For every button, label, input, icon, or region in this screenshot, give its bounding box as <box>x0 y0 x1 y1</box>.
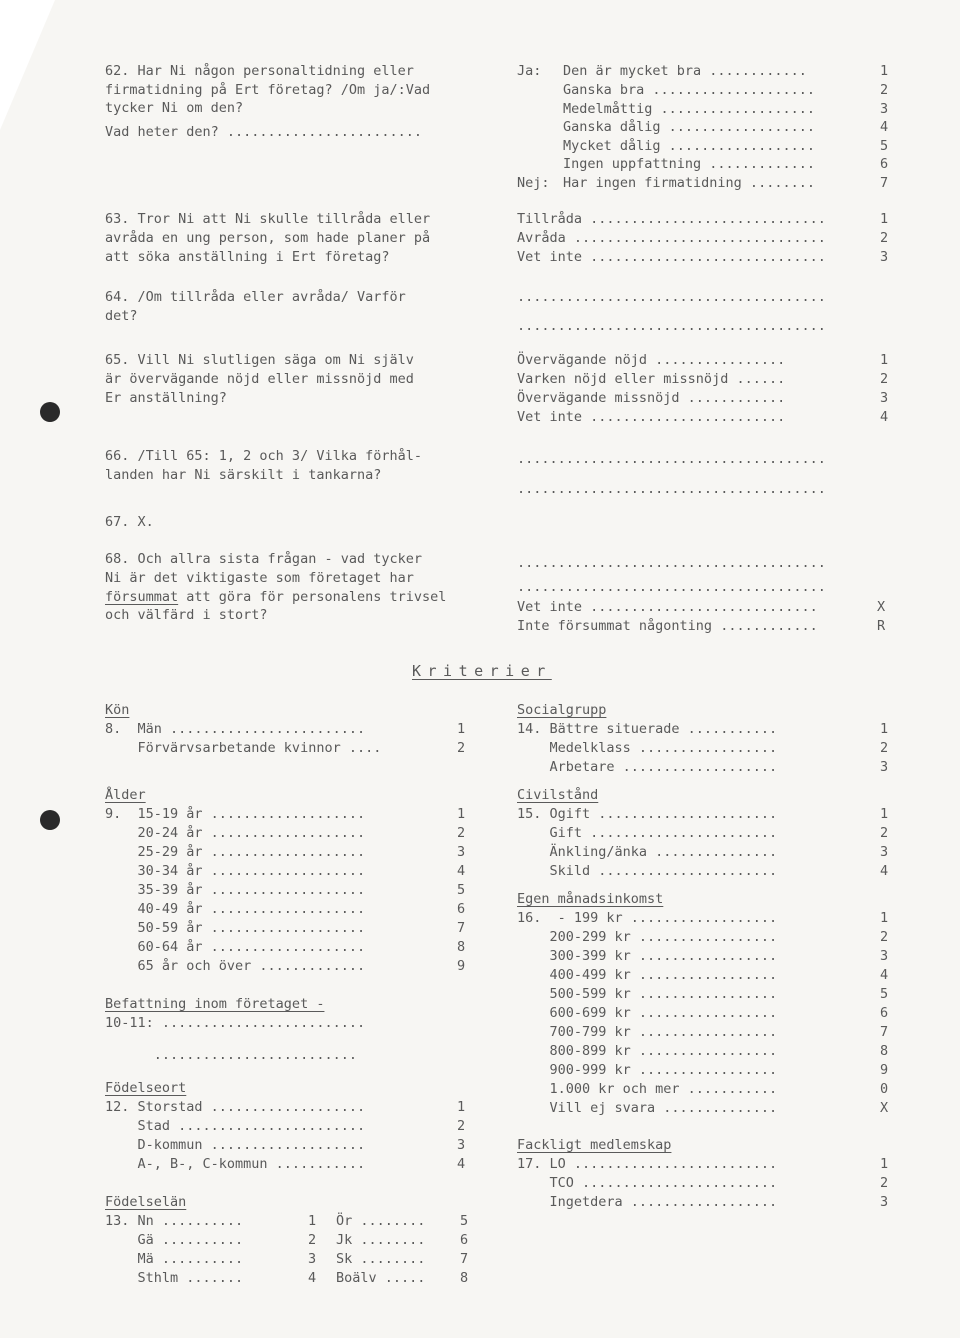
criteria-row: Ör ........ <box>336 1213 426 1229</box>
answer-prefix: Nej: <box>517 175 550 191</box>
question-text: 62. Har Ni någon personaltidning eller <box>105 63 414 79</box>
answer-option: Vet inte ............................. <box>517 249 826 265</box>
answer-option: Övervägande missnöjd ............ <box>517 390 786 406</box>
answer-code: 2 <box>880 371 889 387</box>
answer-option: Övervägande nöjd ................ <box>517 352 786 368</box>
criteria-code: 4 <box>308 1270 317 1286</box>
criteria-code: 7 <box>880 1024 889 1040</box>
criteria-code: 9 <box>880 1062 889 1078</box>
answer-option: Vet inte ............................ <box>517 599 818 615</box>
criteria-row: 15. Ogift ...................... <box>517 806 778 822</box>
criteria-row: 20-24 år ................... <box>105 825 366 841</box>
answer-option: Medelmåttig ................... <box>563 101 815 117</box>
criteria-code: 1 <box>880 910 889 926</box>
answer-line: ......................... <box>105 1047 357 1063</box>
criteria-code: 1 <box>880 806 889 822</box>
answer-option: Vet inte ........................ <box>517 409 786 425</box>
section-heading: Civilstånd <box>517 787 599 803</box>
criteria-code: 3 <box>457 844 466 860</box>
criteria-row: 1.000 kr och mer ........... <box>517 1081 778 1097</box>
criteria-code: 6 <box>457 901 466 917</box>
criteria-row: 60-64 år ................... <box>105 939 366 955</box>
criteria-row: 50-59 år ................... <box>105 920 366 936</box>
criteria-code: 8 <box>460 1270 469 1286</box>
criteria-row: Mä .......... <box>105 1251 244 1267</box>
criteria-row: Änkling/änka ............... <box>517 844 778 860</box>
answer-option: Inte försummat någonting ............ <box>517 618 818 634</box>
criteria-row: Jk ........ <box>336 1232 426 1248</box>
criteria-row: 900-999 kr ................. <box>517 1062 778 1078</box>
criteria-row: Förvärvsarbetande kvinnor .... <box>105 740 382 756</box>
question-text: är övervägande nöjd eller missnöjd med <box>105 371 414 387</box>
answer-code: 6 <box>880 156 889 172</box>
criteria-row: 40-49 år ................... <box>105 901 366 917</box>
answer-option: Den är mycket bra ............ <box>563 63 807 79</box>
criteria-row: 800-899 kr ................. <box>517 1043 778 1059</box>
criteria-row: 8. Män ........................ <box>105 721 366 737</box>
section-heading: Ålder <box>105 787 146 803</box>
criteria-code: 3 <box>880 1194 889 1210</box>
answer-option: Ingen uppfattning ............. <box>563 156 815 172</box>
criteria-row: Sk ........ <box>336 1251 426 1267</box>
criteria-row: Boälv ..... <box>336 1270 426 1286</box>
answer-option: Ganska dålig .................. <box>563 119 815 135</box>
answer-code: 1 <box>880 211 889 227</box>
punch-hole-icon <box>40 810 60 830</box>
criteria-code: 2 <box>308 1232 317 1248</box>
question-text: tycker Ni om den? <box>105 100 244 116</box>
criteria-code: 7 <box>460 1251 469 1267</box>
question-67: 67. X. <box>105 514 154 530</box>
criteria-code: 2 <box>880 825 889 841</box>
question-text: att söka anställning i Ert företag? <box>105 249 390 265</box>
answer-prefix: Ja: <box>517 63 542 79</box>
answer-option: Varken nöjd eller missnöjd ...... <box>517 371 786 387</box>
section-heading: Födelseort <box>105 1080 187 1096</box>
criteria-row: Vill ej svara .............. <box>517 1100 778 1116</box>
answer-code: 1 <box>880 352 889 368</box>
answer-code: 5 <box>880 138 889 154</box>
answer-line: ...................................... <box>517 289 826 305</box>
criteria-code: 1 <box>880 1156 889 1172</box>
criteria-code: 2 <box>457 825 466 841</box>
criteria-row: 16. - 199 kr .................. <box>517 910 778 926</box>
criteria-code: 3 <box>880 844 889 860</box>
criteria-row: 9. 15-19 år ................... <box>105 806 366 822</box>
answer-line: 10-11: ......................... <box>105 1015 366 1031</box>
criteria-code: 9 <box>457 958 466 974</box>
answer-option: Mycket dålig .................. <box>563 138 815 154</box>
criteria-row: 30-34 år ................... <box>105 863 366 879</box>
criteria-row: TCO ........................ <box>517 1175 778 1191</box>
criteria-code: 7 <box>457 920 466 936</box>
criteria-row: Medelklass ................. <box>517 740 778 756</box>
section-heading: Kön <box>105 702 130 718</box>
question-text: 68. Och allra sista frågan - vad tycker <box>105 551 422 567</box>
question-text: det? <box>105 308 138 324</box>
criteria-heading: Kriterier <box>412 662 552 680</box>
criteria-row: 300-399 kr ................. <box>517 948 778 964</box>
question-text: och välfärd i stort? <box>105 607 268 623</box>
criteria-code: 1 <box>880 721 889 737</box>
criteria-code: 2 <box>880 740 889 756</box>
criteria-code: 4 <box>880 967 889 983</box>
answer-option: Avråda ............................... <box>517 230 826 246</box>
section-heading: Fackligt medlemskap <box>517 1137 672 1153</box>
criteria-row: 600-699 kr ................. <box>517 1005 778 1021</box>
question-text: 64. /Om tillråda eller avråda/ Varför <box>105 289 406 305</box>
answer-option: Har ingen firmatidning ........ <box>563 175 815 191</box>
answer-code: 4 <box>880 119 889 135</box>
criteria-row: 14. Bättre situerade ........... <box>517 721 778 737</box>
answer-code: 3 <box>880 390 889 406</box>
criteria-row: Gä .......... <box>105 1232 244 1248</box>
criteria-row: Gift ....................... <box>517 825 778 841</box>
criteria-row: D-kommun ................... <box>105 1137 366 1153</box>
criteria-row: 35-39 år ................... <box>105 882 366 898</box>
criteria-code: X <box>880 1100 889 1116</box>
criteria-code: 0 <box>880 1081 889 1097</box>
answer-line: ...................................... <box>517 579 826 595</box>
criteria-row: 500-599 kr ................. <box>517 986 778 1002</box>
criteria-code: 4 <box>457 1156 466 1172</box>
criteria-row: Ingetdera .................. <box>517 1194 778 1210</box>
criteria-row: 25-29 år ................... <box>105 844 366 860</box>
answer-line: ...................................... <box>517 481 826 497</box>
punch-hole-icon <box>40 402 60 422</box>
criteria-code: 5 <box>880 986 889 1002</box>
answer-line: ...................................... <box>517 318 826 334</box>
answer-code: 7 <box>880 175 889 191</box>
question-text: 65. Vill Ni slutligen säga om Ni själv <box>105 352 414 368</box>
criteria-code: 1 <box>457 1099 466 1115</box>
answer-option: Tillråda ............................. <box>517 211 826 227</box>
criteria-code: 3 <box>308 1251 317 1267</box>
section-heading: Befattning inom företaget - <box>105 996 325 1012</box>
criteria-row: 700-799 kr ................. <box>517 1024 778 1040</box>
question-text: Ni är det viktigaste som företaget har <box>105 570 414 586</box>
question-text: landen har Ni särskilt i tankarna? <box>105 467 382 483</box>
answer-option: Ganska bra .................... <box>563 82 815 98</box>
criteria-row: Arbetare ................... <box>517 759 778 775</box>
answer-code: R <box>877 618 886 634</box>
criteria-row: 65 år och över ............. <box>105 958 366 974</box>
answer-code: 3 <box>880 101 889 117</box>
answer-code: 1 <box>880 63 889 79</box>
criteria-row: 12. Storstad ................... <box>105 1099 366 1115</box>
criteria-row: 200-299 kr ................. <box>517 929 778 945</box>
question-text: att göra för personalens trivsel <box>178 589 447 605</box>
criteria-code: 5 <box>460 1213 469 1229</box>
criteria-code: 4 <box>457 863 466 879</box>
criteria-code: 6 <box>460 1232 469 1248</box>
question-text: 63. Tror Ni att Ni skulle tillråda eller <box>105 211 431 227</box>
question-text <box>105 588 446 606</box>
criteria-row: A-, B-, C-kommun ........... <box>105 1156 366 1172</box>
followup-question: Vad heter den? ........................ <box>105 124 422 140</box>
criteria-code: 5 <box>457 882 466 898</box>
criteria-code: 3 <box>457 1137 466 1153</box>
criteria-code: 1 <box>308 1213 317 1229</box>
question-text: avråda en ung person, som hade planer på <box>105 230 431 246</box>
criteria-row: Skild ...................... <box>517 863 778 879</box>
section-heading: Födelselän <box>105 1194 187 1210</box>
section-heading: Socialgrupp <box>517 702 607 718</box>
criteria-row: 400-499 kr ................. <box>517 967 778 983</box>
answer-code: 3 <box>880 249 889 265</box>
criteria-row: 13. Nn .......... <box>105 1213 244 1229</box>
answer-line: ...................................... <box>517 451 826 467</box>
criteria-row: Stad ....................... <box>105 1118 366 1134</box>
answer-code: 2 <box>880 82 889 98</box>
answer-code: 4 <box>880 409 889 425</box>
answer-code: 2 <box>880 230 889 246</box>
criteria-code: 8 <box>457 939 466 955</box>
criteria-code: 6 <box>880 1005 889 1021</box>
question-text: Er anställning? <box>105 390 227 406</box>
criteria-code: 2 <box>457 740 466 756</box>
criteria-code: 2 <box>880 929 889 945</box>
question-text: firmatidning på Ert företag? /Om ja/:Vad <box>105 82 431 98</box>
criteria-code: 4 <box>880 863 889 879</box>
criteria-code: 2 <box>457 1118 466 1134</box>
criteria-row: 17. LO ......................... <box>517 1156 778 1172</box>
criteria-code: 2 <box>880 1175 889 1191</box>
section-heading: Egen månadsinkomst <box>517 891 664 907</box>
criteria-code: 3 <box>880 759 889 775</box>
criteria-code: 1 <box>457 721 466 737</box>
question-text: 66. /Till 65: 1, 2 och 3/ Vilka förhål- <box>105 448 422 464</box>
criteria-code: 1 <box>457 806 466 822</box>
answer-line: ...................................... <box>517 555 826 571</box>
criteria-row: Sthlm ....... <box>105 1270 244 1286</box>
folded-corner <box>0 0 55 130</box>
answer-code: X <box>877 599 886 615</box>
criteria-code: 8 <box>880 1043 889 1059</box>
underlined-word: försummat <box>105 589 179 605</box>
criteria-code: 3 <box>880 948 889 964</box>
